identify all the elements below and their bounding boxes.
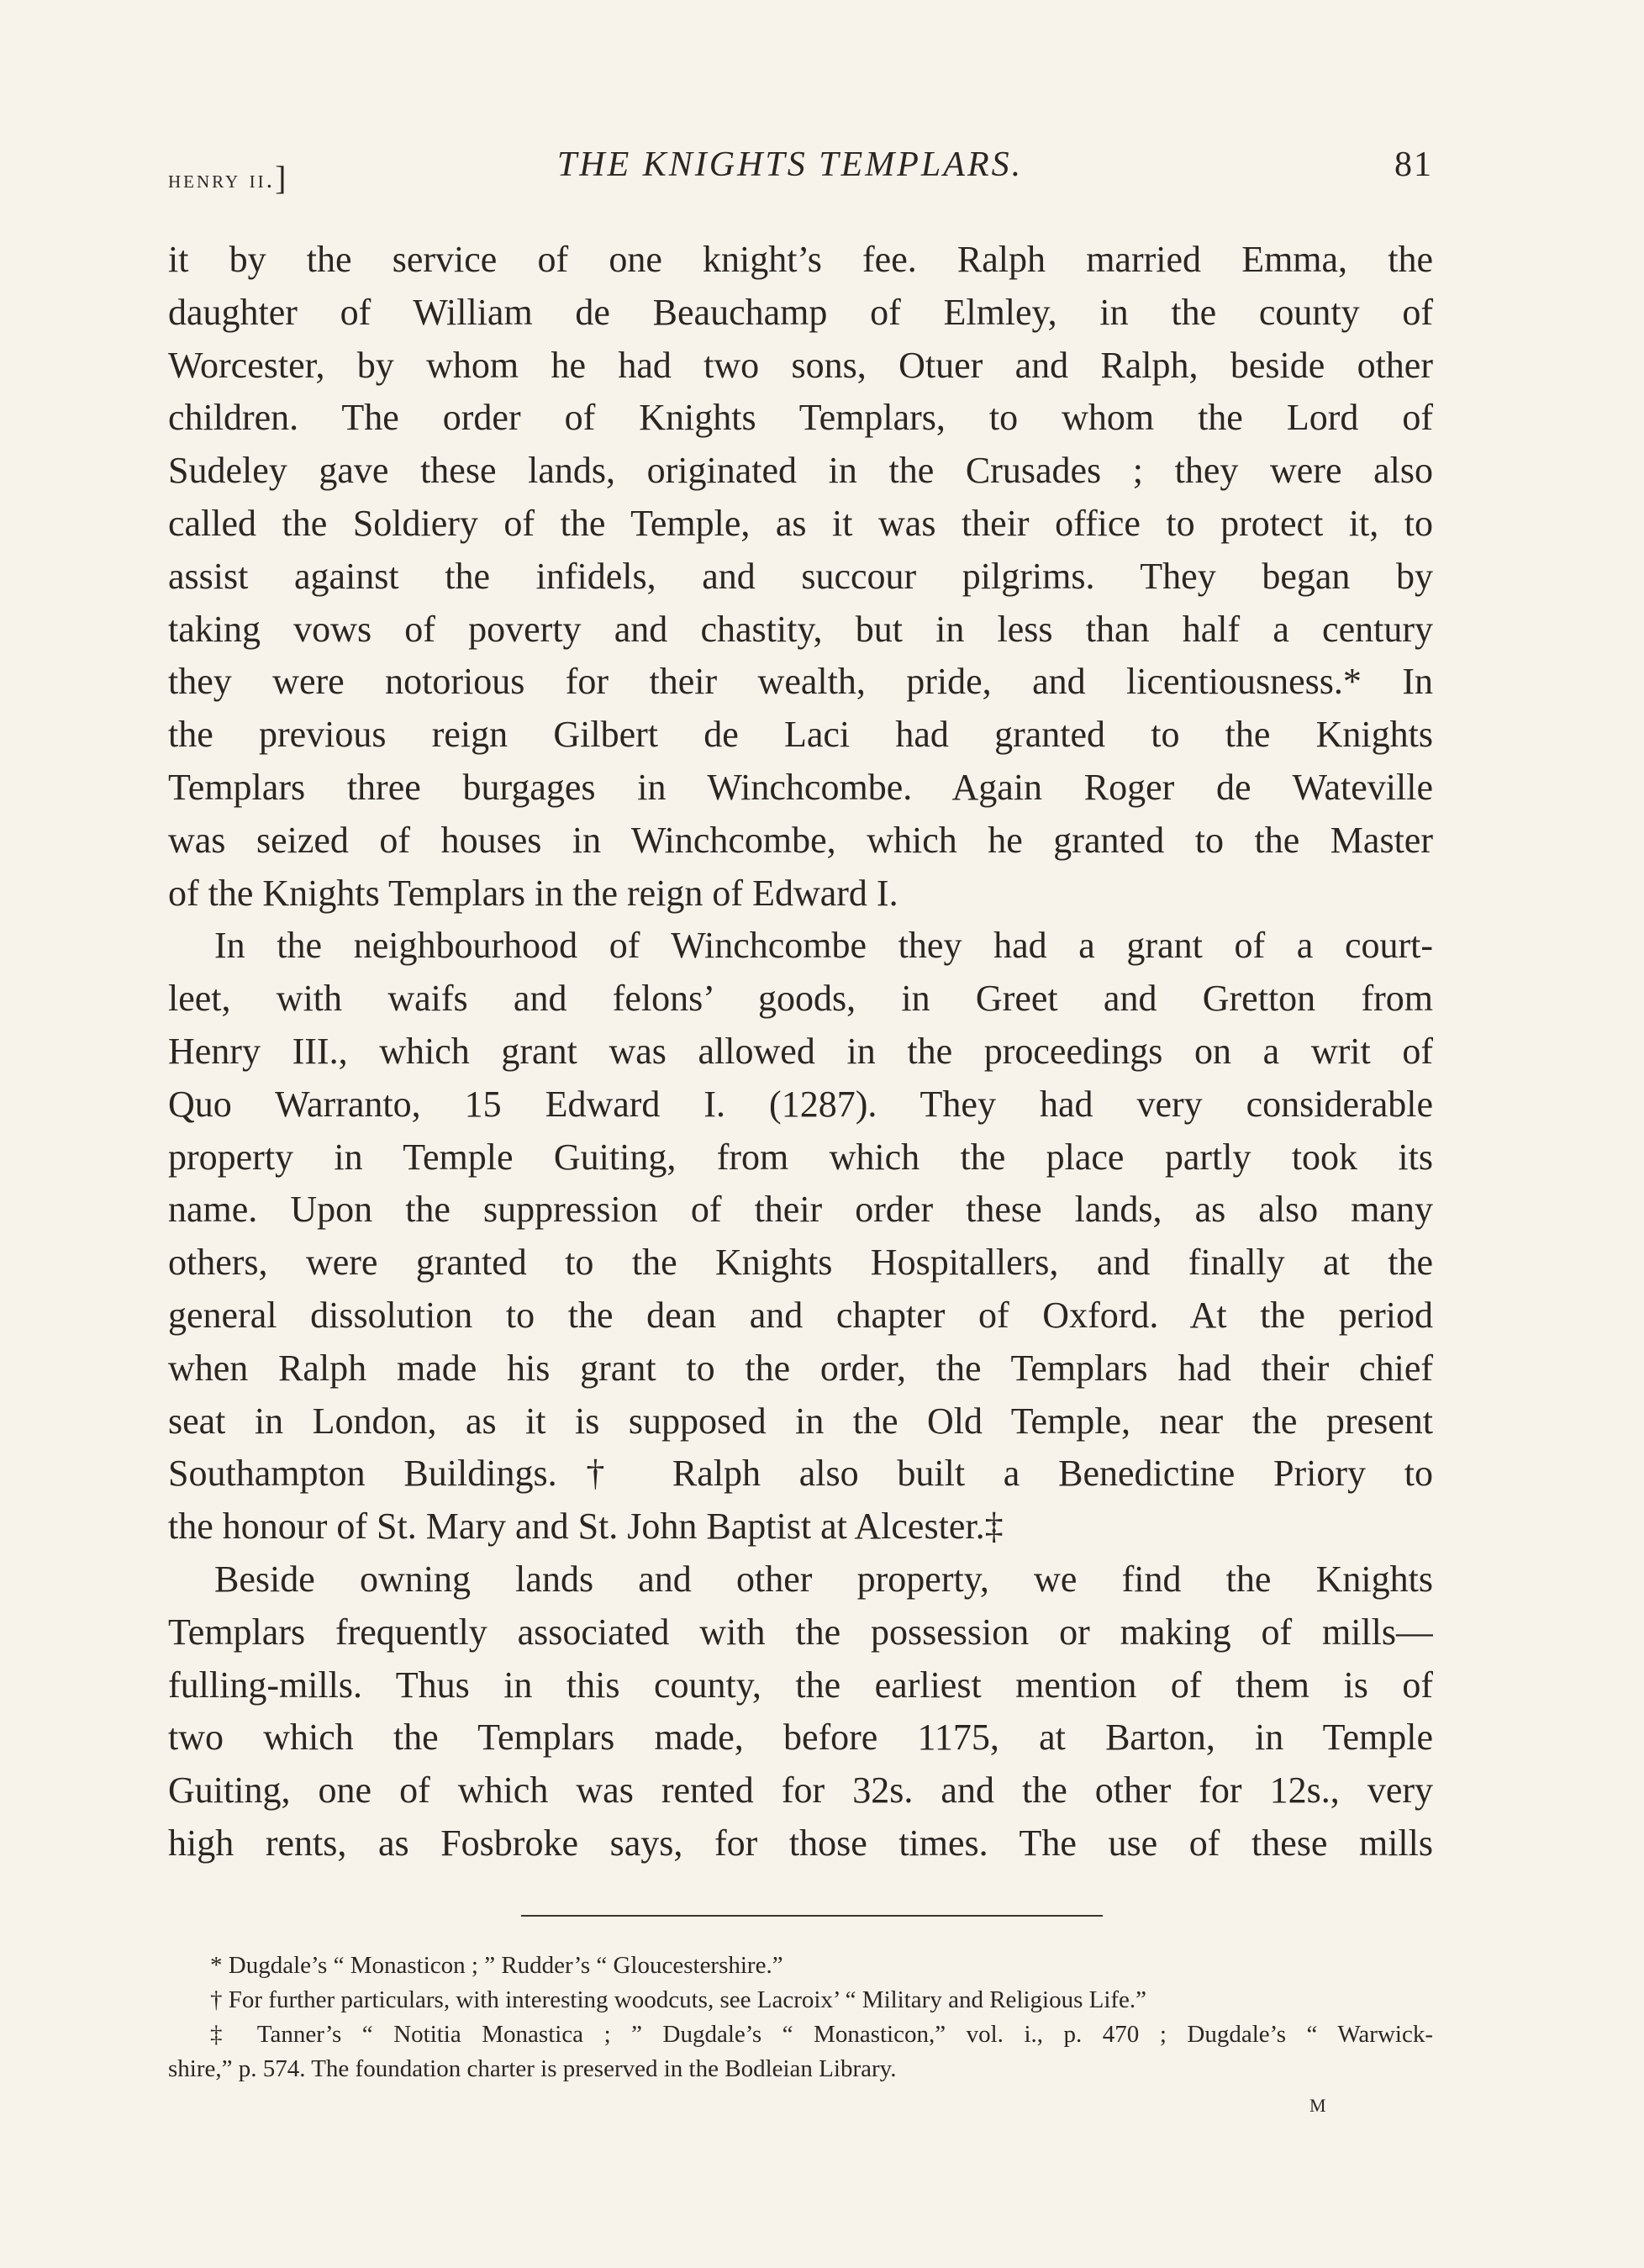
text-line: Henry III., which grant was allowed in the proceedings on a writ of	[168, 1030, 1433, 1072]
footnote: * Dugdale’s “ Monasticon ; ” Rudder’s “ Gloucestershire.”	[210, 1952, 783, 1979]
text-line: name. Upon the suppression of their order these lands, as also many	[168, 1189, 1433, 1231]
text-line: Quo Warranto, 15 Edward I. (1287). They had very considerable	[168, 1083, 1433, 1125]
text-line: assist against the infidels, and succour pilgrims. They began by	[168, 555, 1433, 597]
text-line: leet, with waifs and felons’ goods, in Greet and Gretton from	[168, 978, 1433, 1020]
running-head-title: THE KNIGHTS TEMPLARS.	[556, 145, 1024, 184]
text-line: seat in London, as it is supposed in the Old Temple, near the present	[168, 1400, 1433, 1442]
text-line: Templars frequently associated with the possession or making of mills—	[168, 1611, 1433, 1653]
text-line: others, were granted to the Knights Hospitallers, and finally at the	[168, 1242, 1433, 1284]
text-line: they were notorious for their wealth, pride, and licentiousness.* In	[168, 661, 1433, 703]
body-text	[168, 234, 1433, 1870]
paragraph-start-line: In the neighbourhood of Winchcombe they had a grant of a court-	[214, 925, 1433, 967]
text-line: Worcester, by whom he had two sons, Otuer and Ralph, beside other	[168, 344, 1433, 386]
footnote: † For further particulars, with interesting woodcuts, see Lacroix’ “ Military and Religious Life.”	[210, 1986, 1147, 2013]
footnotes	[168, 1949, 1433, 2086]
running-head	[168, 145, 1433, 195]
text-line: was seized of houses in Winchcombe, which he granted to the Master	[168, 819, 1433, 861]
text-line: two which the Templars made, before 1175, at Barton, in Temple	[168, 1717, 1433, 1759]
text-line: general dissolution to the dean and chapter of Oxford. At the period	[168, 1294, 1433, 1336]
text-line: it by the service of one knight’s fee. Ralph married Emma, the	[168, 239, 1433, 280]
text-line: Sudeley gave these lands, originated in the Crusades ; they were also	[168, 450, 1433, 492]
page-number: 81	[1394, 145, 1433, 184]
text-line: Guiting, one of which was rented for 32s. and the other for 12s., very	[168, 1770, 1433, 1812]
running-head-bracket: ]	[275, 159, 287, 197]
text-line: children. The order of Knights Templars, to whom the Lord of	[168, 397, 1433, 439]
text-line: daughter of William de Beauchamp of Elmley, in the county of	[168, 291, 1433, 333]
text-line: high rents, as Fosbroke says, for those times. The use of these mills	[168, 1822, 1433, 1864]
text-line: taking vows of poverty and chastity, but in less than half a century	[168, 608, 1433, 650]
running-head-section: henry ii.]	[168, 159, 287, 197]
paragraph-end-line: of the Knights Templars in the reign of Edward I.	[168, 872, 898, 914]
text-line: the previous reign Gilbert de Laci had granted to the Knights	[168, 714, 1433, 756]
footnote-continuation: shire,” p. 574. The foundation charter is preserved in the Bodleian Library.	[168, 2055, 897, 2082]
paragraph-end-line: the honour of St. Mary and St. John Baptist at Alcester.‡	[168, 1506, 1004, 1548]
text-line: when Ralph made his grant to the order, the Templars had their chief	[168, 1347, 1433, 1389]
text-line: property in Temple Guiting, from which the place partly took its	[168, 1136, 1433, 1178]
footnote: ‡ Tanner’s “ Notitia Monastica ; ” Dugdale’s “ Monasticon,” vol. i., p. 470 ; Dugdale’s “ Warwick-	[210, 2021, 1433, 2048]
paragraph-start-line: Beside owning lands and other property, we find the Knights	[214, 1558, 1433, 1600]
text-line: Templars three burgages in Winchcombe. Again Roger de Wateville	[168, 766, 1433, 808]
footnote-divider	[521, 1915, 1103, 1917]
signature-mark: M	[1309, 2095, 1328, 2116]
text-line: called the Soldiery of the Temple, as it was their office to protect it, to	[168, 502, 1433, 544]
text-line: Southampton Buildings.† Ralph also built a Benedictine Priory to	[168, 1453, 1433, 1495]
text-line: fulling-mills. Thus in this county, the earliest mention of them is of	[168, 1664, 1433, 1706]
